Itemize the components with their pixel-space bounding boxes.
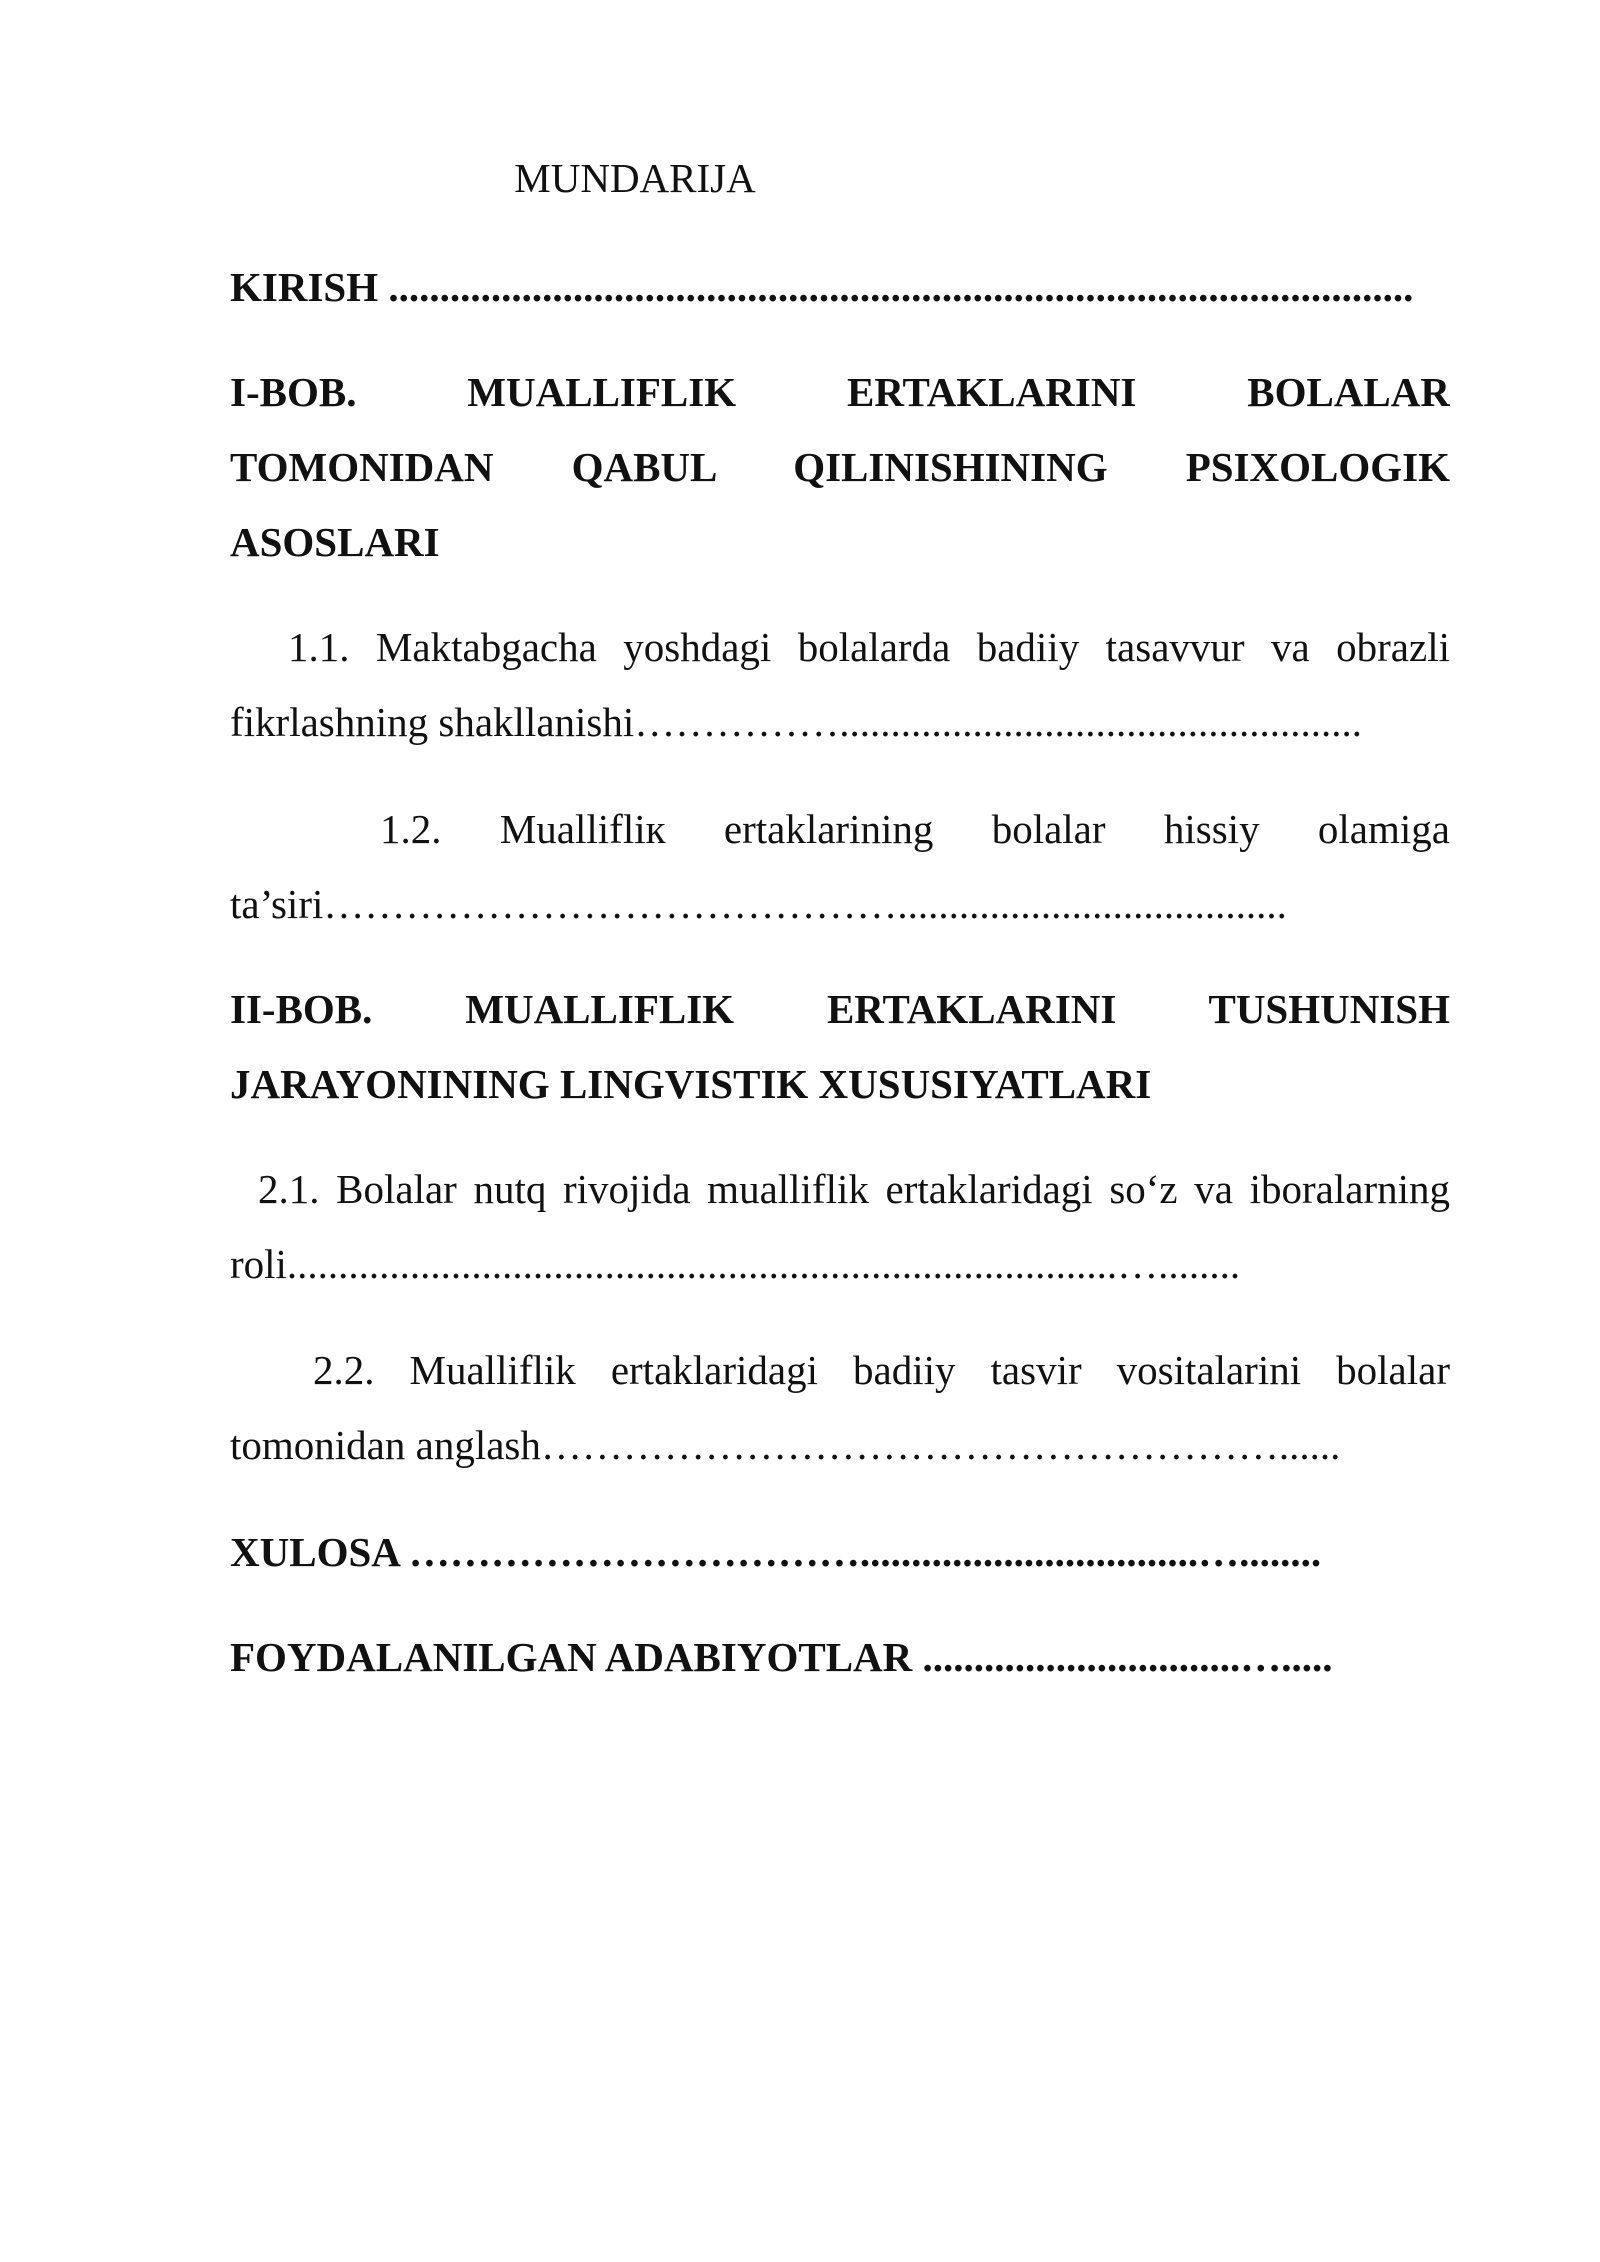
toc-entry-adabiyotlar: [230, 1620, 1450, 1695]
toc-kirish-text: KIRISH ....................................................................................................: [230, 264, 1414, 310]
toc-chapter-2-line-2: JARAYONINING LINGVISTIK XUSUSIYATLARI: [230, 1061, 1152, 1107]
toc-chapter-1-line-3: ASOSLARI: [230, 519, 440, 565]
toc-entry-chapter-1: [230, 355, 1450, 580]
toc-entry-section-1-2: [230, 792, 1450, 942]
toc-section-2-2-line-1: 2.2. Mualliflik ertaklaridagi badiiy tasvir vositalarini bolalar: [313, 1347, 1450, 1393]
toc-entry-kirish: [230, 250, 1450, 325]
toc-entry-section-1-1: [230, 610, 1450, 760]
toc-section-2-1-line-1: 2.1. Bolalar nutq rivojida mualliflik ertaklaridagi so‘z va iboralarning: [258, 1166, 1450, 1212]
toc-entry-section-2-1: [230, 1152, 1450, 1302]
toc-chapter-1-line-2: TOMONIDAN QABUL QILINISHINING PSIXOLOGIK: [230, 444, 1450, 490]
toc-section-2-2-line-2: tomonidan anglash………………………………………………......: [230, 1422, 1341, 1468]
toc-section-1-2-line-1: 1.2. Muallifliк ertaklarining bolalar hissiy olamiga: [380, 806, 1450, 852]
toc-entry-section-2-2: [230, 1333, 1450, 1483]
toc-section-1-2-line-2: ta’siri……………………………………......................................: [230, 881, 1287, 927]
toc-xulosa-text: XULOSA …………………………….................................…........: [230, 1529, 1322, 1575]
toc-entry-xulosa: [230, 1515, 1450, 1590]
toc-chapter-2-line-1: II-BOB. MUALLIFLIK ERTAKLARINI TUSHUNISH: [230, 986, 1450, 1032]
page-title: MUNDARIJA: [514, 155, 756, 201]
toc-section-1-1-line-1: 1.1. Maktabgacha yoshdagi bolalarda badiiy tasavvur va obrazli: [288, 624, 1450, 670]
toc-chapter-1-line-1: I-BOB. MUALLIFLIK ERTAKLARINI BOLALAR: [230, 369, 1450, 415]
toc-section-1-1-line-2: fikrlashning shakllanishi……………...................................................: [230, 699, 1363, 745]
toc-entry-chapter-2: [230, 972, 1450, 1122]
toc-section-2-1-line-2: roli.................................................................................…........: [230, 1241, 1241, 1287]
toc-adabiyotlar-text: FOYDALANILGAN ADABIYOTLAR ...............................….....: [230, 1634, 1333, 1680]
